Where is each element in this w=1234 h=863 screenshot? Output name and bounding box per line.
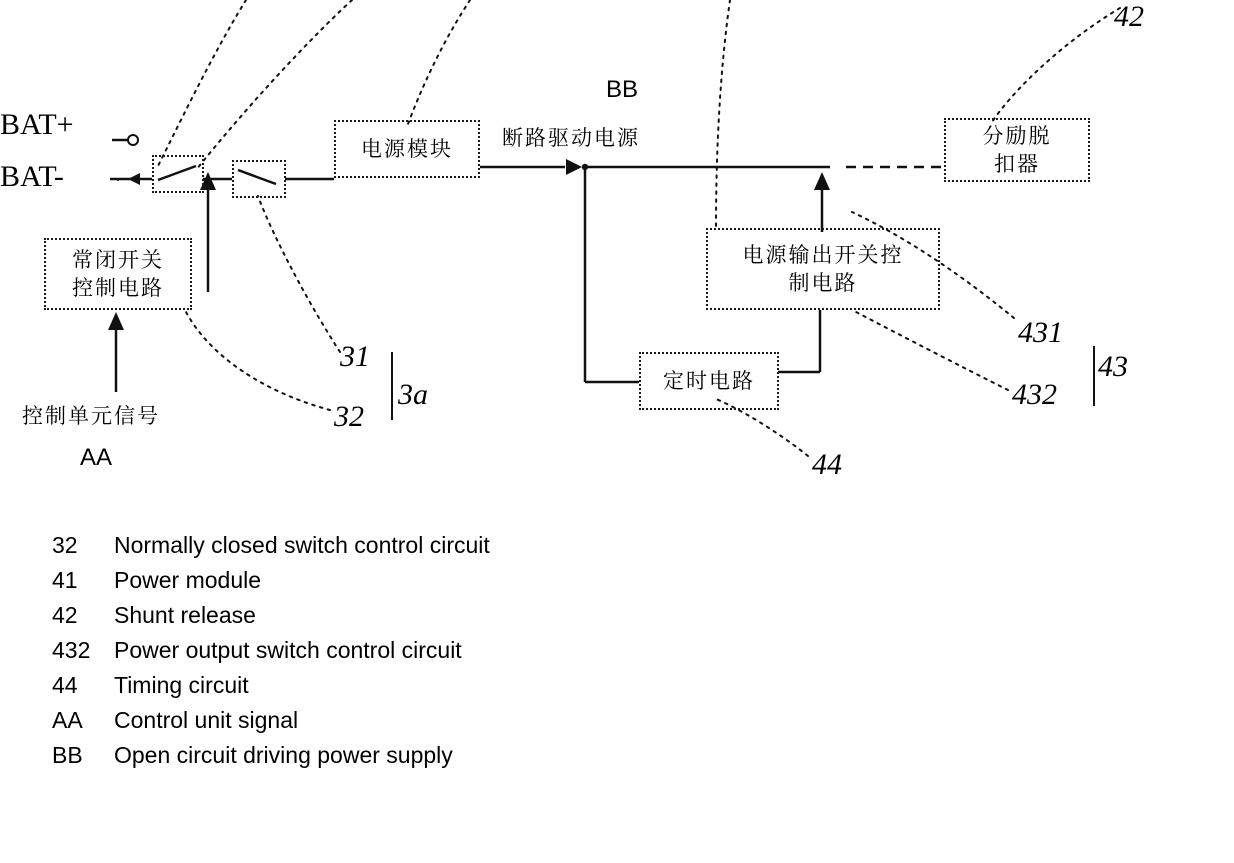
legend-row [52,528,490,563]
ref-number-3a: 3a [398,378,428,411]
legend [52,528,490,773]
legend-value: Timing circuit [114,672,249,698]
tag-bb: BB [606,76,639,103]
switch-32-symbol [232,160,286,198]
ref-number-43: 43 [1098,350,1128,383]
block-power-output-line-2: 制电路 [788,271,858,295]
ref-number-432: 432 [1012,378,1057,411]
legend-key: 32 [52,532,78,558]
block-shunt-release-line-2: 扣器 [994,152,1040,176]
legend-key: AA [52,707,83,733]
tag-aa: AA [80,444,113,471]
block-power-module [334,120,480,178]
label-control-unit-signal: 控制单元信号 [22,404,160,428]
legend-value: Power output switch control circuit [114,637,462,663]
block-power-module-line-1: 电源模块 [361,136,453,161]
block-shunt-release-line-1: 分励脱 [982,123,1052,148]
legend-value: Control unit signal [114,707,299,733]
block-nc-switch-line-1: 常闭开关 [72,247,164,272]
block-timing-circuit [639,352,779,410]
legend-row [52,633,490,668]
legend-row [52,668,490,703]
legend-key: 44 [52,672,78,698]
legend-value: Normally closed switch control circuit [114,532,490,558]
legend-row [52,703,490,738]
legend-key: 41 [52,567,78,593]
ref-number-431: 431 [1018,316,1063,349]
legend-key: 432 [52,637,91,663]
terminal-label-bat-plus: BAT+ [0,108,74,141]
legend-row [52,563,490,598]
ref-number-31: 31 [340,340,370,373]
block-shunt-release [944,118,1090,182]
block-normally-closed-switch-control-circuit [44,238,192,310]
legend-row [52,598,490,633]
block-power-output-switch-control-circuit [706,228,940,310]
legend-value: Power module [114,567,262,593]
block-power-output-line-1: 电源输出开关控 [742,242,904,267]
legend-key: 42 [52,602,78,628]
ref-number-42: 42 [1114,0,1144,33]
ref-number-44: 44 [812,448,842,481]
terminal-label-bat-minus: BAT- [0,160,64,193]
legend-row [52,738,490,773]
legend-value: Open circuit driving power supply [114,742,453,768]
ref-number-32: 32 [334,400,364,433]
legend-value: Shunt release [114,602,256,628]
block-timing-circuit-line-1: 定时电路 [663,368,755,393]
legend-key: BB [52,742,83,768]
block-nc-switch-line-2: 控制电路 [72,276,164,300]
label-open-circuit-driving-power-supply: 断路驱动电源 [502,126,640,150]
switch-31-symbol [152,155,204,193]
